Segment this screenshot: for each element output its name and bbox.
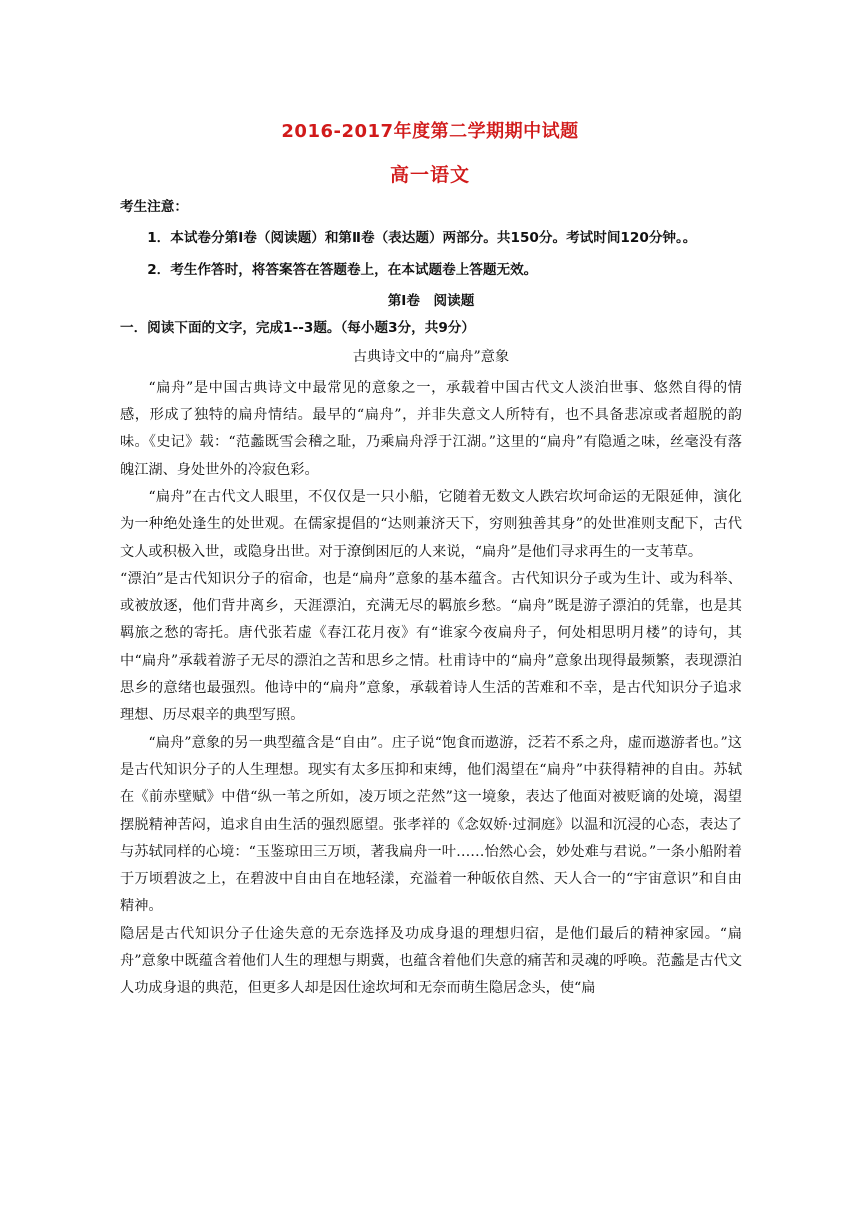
- exam-subtitle: 高一语文: [389, 164, 470, 186]
- essay-paragraph-1: “扁舟”是中国古典诗文中最常见的意象之一，承载着中国古代文人淡泊世事、悠然自得的情感，形成了独特的扁舟情结。最早的“扁舟”，并非失意文人所特有，也不具备悲凉或者超脱的韵味。《史记》载：“范蠡既雪会稽之耻，乃乘扁舟浮于江湖。”这里的“扁舟”有隐遁之味，丝毫没有落魄江湖、身处世外的冷寂色彩。: [120, 379, 742, 478]
- question-heading: 一．阅读下面的文字，完成1--3题。（每小题3分，共9分）: [120, 320, 475, 337]
- essay-paragraph-2: “扁舟”在古代文人眼里，不仅仅是一只小船，它随着无数文人跌宕坎坷命运的无限延伸，演化为一种绝处逢生的处世观。在儒家提倡的“达则兼济天下，穷则独善其身”的处世准则支配下，古代文人或积极入世，或隐身出世。对于潦倒困厄的人来说，“扁舟”是他们寻求再生的一支苇草。: [120, 488, 742, 560]
- exam-title: 2016-2017年度第二学期期中试题: [281, 121, 579, 142]
- essay-paragraph-5: 隐居是古代知识分子仕途失意的无奈选择及功成身退的理想归宿，是他们最后的精神家园。“扁舟”意象中既蕴含着他们人生的理想与期冀，也蕴含着他们失意的痛苦和灵魂的呼唤。范蠡是古代文人功成身退的典范，但更多人却是因仕途坎坷和无奈而萌生隐居念头，使“扁: [120, 925, 742, 997]
- essay-paragraph-4: “扁舟”意象的另一典型蕴含是“自由”。庄子说“饱食而遨游，泛若不系之舟，虚而遨游者也。”这是古代知识分子的人生理想。现实有太多压抑和束缚，他们渴望在“扁舟”中获得精神的自由。苏轼在《前赤壁赋》中借“纵一苇之所如，凌万顷之茫然”这一境象，表达了他面对被贬谪的处境，渴望摆脱精神苦闷，追求自由生活的强烈愿望。张孝祥的《念奴娇·过洞庭》以温和沉浸的心态，表达了与苏轼同样的心境：“玉鉴琼田三万顷，著我扁舟一叶……怡然心会，妙处难与君说。”一条小船附着于万顷碧波之上，在碧波中自由自在地轻漾，充溢着一种皈依自然、天人合一的“宇宙意识”和自由精神。: [120, 734, 742, 915]
- exam-content: [120, 194, 742, 1003]
- notice-item-1: 1．本试卷分第Ⅰ卷（阅读题）和第Ⅱ卷（表达题）两部分。共150分。考试时间120分钟。。: [147, 230, 697, 247]
- notice-item-2: 2．考生作答时，将答案答在答题卷上，在本试题卷上答题无效。: [147, 261, 538, 278]
- section-heading: 第Ⅰ卷 阅读题: [387, 292, 475, 309]
- essay-title: 古典诗文中的“扁舟”意象: [352, 349, 510, 366]
- essay-paragraph-3: “漂泊”是古代知识分子的宿命，也是“扁舟”意象的基本蕴含。古代知识分子或为生计、或为科举、或被放逐，他们背井离乡，天涯漂泊，充满无尽的羁旅乡愁。“扁舟”既是游子漂泊的凭靠，也是其羁旅之愁的寄托。唐代张若虚《春江花月夜》有“谁家今夜扁舟子，何处相思明月楼”的诗句，其中“扁舟”承载着游子无尽的漂泊之苦和思乡之情。杜甫诗中的“扁舟”意象出现得最频繁，表现漂泊思乡的意绪也最强烈。他诗中的“扁舟”意象，承载着诗人生活的苦难和不幸，是古代知识分子追求理想、历尽艰辛的典型写照。: [120, 570, 742, 724]
- notice-heading: 考生注意：: [120, 199, 188, 215]
